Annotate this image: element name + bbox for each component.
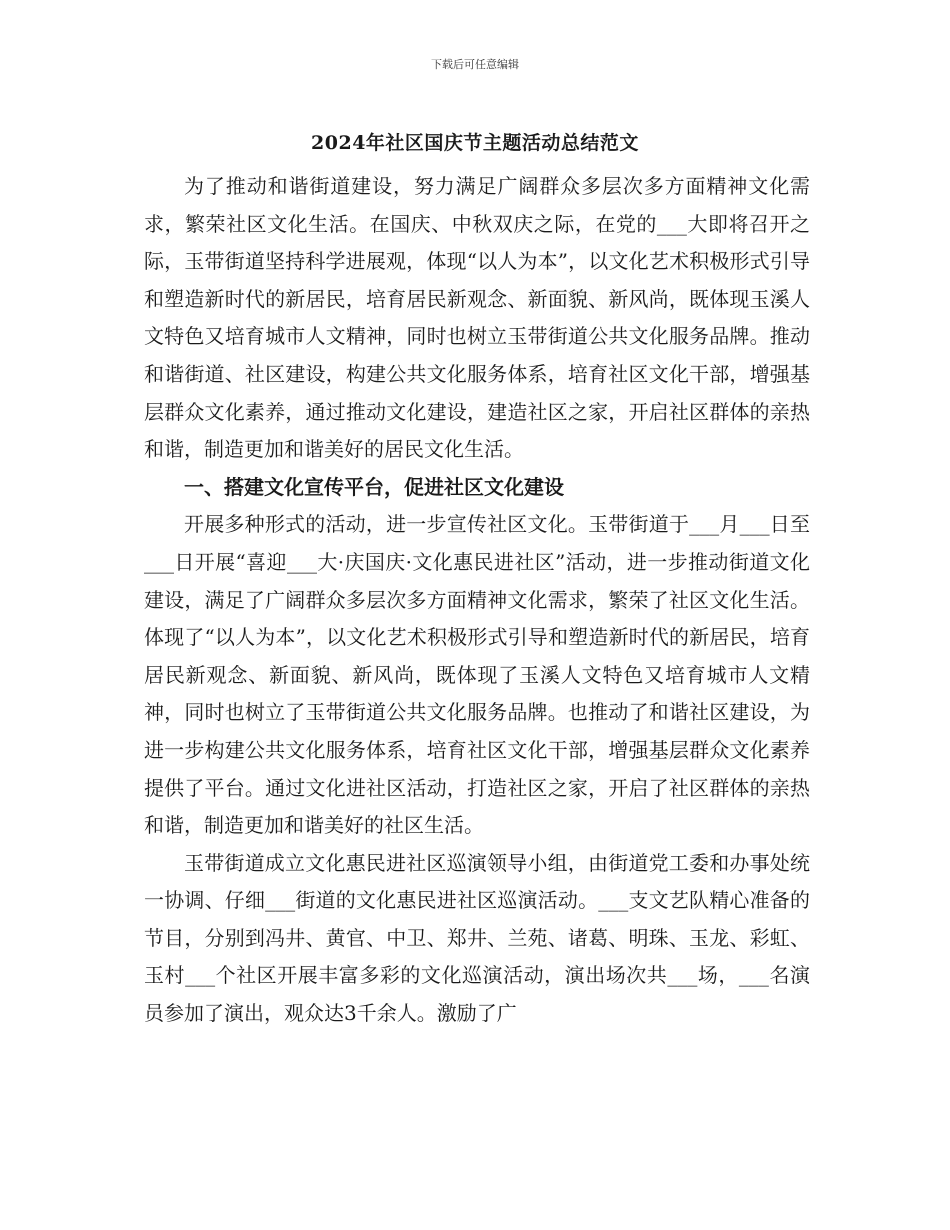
header-note: 下载后可任意编辑	[431, 58, 519, 71]
section-heading: 一、搭建文化宣传平台，促进社区文化建设	[184, 474, 564, 499]
paragraph-section1-2: 玉带街道成立文化惠民进社区巡演领导小组，由街道党工委和办事处统一协调、仔细___街道的文化惠民进社区巡演活动。___支文艺队精心准备的节目，分别到冯井、黄官、中卫、郑井、兰苑、诸葛、明珠、玉龙、彩虹、玉村___个社区开展丰富多彩的文化巡演活动，演出场次共___场，___名演员参加了演出，观众达3千余人。激励了广	[144, 850, 810, 1026]
document-title: 2024年社区国庆节主题活动总结范文	[311, 132, 639, 154]
paragraph-intro: 为了推动和谐街道建设，努力满足广阔群众多层次多方面精神文化需求，繁荣社区文化生活。在国庆、中秋双庆之际，在党的___大即将召开之际，玉带街道坚持科学进展观，体现“以人为本”，以文化艺术积极形式引导和塑造新时代的新居民，培育居民新观念、新面貌、新风尚，既体现玉溪人文特色又培育城市人文精神，同时也树立玉带街道公共文化服务品牌。推动和谐街道、社区建设，构建公共文化服务体系，培育社区文化干部，增强基层群众文化素养，通过推动文化建设，建造社区之家，开启社区群体的亲热和谐，制造更加和谐美好的居民文化生活。	[144, 174, 810, 462]
document-body	[144, 168, 810, 1033]
paragraph-section1-1: 开展多种形式的活动，进一步宣传社区文化。玉带街道于___月___日至___日开展“喜迎___大·庆国庆·文化惠民进社区”活动，进一步推动街道文化建设，满足了广阔群众多层次多方面精神文化需求，繁荣了社区文化生活。体现了“以人为本”，以文化艺术积极形式引导和塑造新时代的新居民，培育居民新观念、新面貌、新风尚，既体现了玉溪人文特色又培育城市人文精神，同时也树立了玉带街道公共文化服务品牌。也推动了和谐社区建设，为进一步构建公共文化服务体系，培育社区文化干部，增强基层群众文化素养提供了平台。通过文化进社区活动，打造社区之家，开启了社区群体的亲热和谐，制造更加和谐美好的社区生活。	[144, 512, 810, 838]
